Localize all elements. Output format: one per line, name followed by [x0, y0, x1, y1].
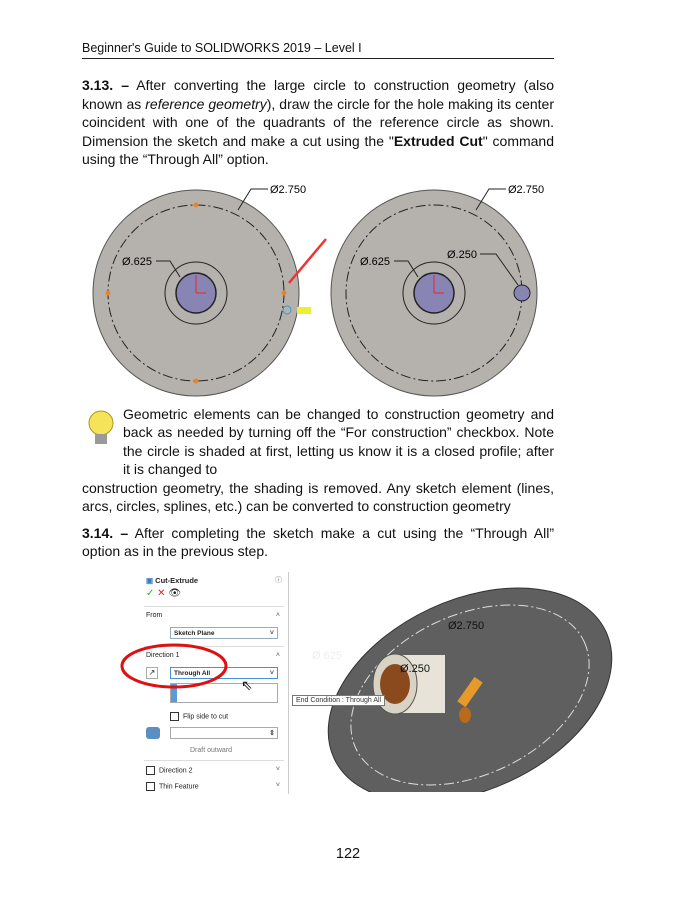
from-select[interactable] — [170, 627, 278, 639]
dimension-outer: Ø2.750 — [448, 619, 485, 632]
thin-feature-checkbox[interactable] — [146, 782, 199, 791]
chevron-up-icon[interactable]: ˄ — [275, 611, 280, 619]
thin-feature-label: Thin Feature — [159, 782, 199, 790]
panel-title — [146, 576, 198, 585]
step-3-14-paragraph — [82, 524, 554, 561]
tip-paragraph — [82, 405, 554, 516]
step-number: 3.13. – — [82, 77, 129, 93]
text: After completing the sketch make a cut using the “Through All” option as in the previous step. — [82, 524, 554, 559]
draft-icon[interactable] — [146, 727, 160, 739]
panel-title-text: Cut-Extrude — [155, 575, 199, 585]
dimension-hole: Ø.250 — [447, 248, 477, 261]
direction1-section-label[interactable]: Direction 1 — [146, 651, 180, 659]
preview-eye-icon[interactable]: 👁 — [168, 587, 182, 599]
flip-side-label: Flip side to cut — [183, 712, 229, 720]
flip-side-checkbox[interactable] — [170, 712, 228, 721]
from-section-label[interactable]: From — [146, 611, 163, 619]
from-value: Sketch Plane — [174, 629, 215, 637]
figure-sketch — [0, 169, 696, 399]
dimension-inner: Ø.625 — [360, 255, 390, 268]
direction2-label: Direction 2 — [159, 766, 193, 774]
chevron-down-icon[interactable]: ˅ — [275, 781, 280, 789]
dimension-inner: Ø.625 — [122, 255, 152, 268]
dimension-outer: Ø2.750 — [270, 183, 307, 196]
figure-cut-extrude-container — [0, 567, 696, 792]
emphasis: reference geometry — [145, 95, 267, 112]
direction2-checkbox[interactable] — [146, 766, 192, 775]
left-sketch — [93, 184, 326, 396]
end-condition-value: Through All — [174, 669, 211, 677]
red-highlight-ellipse — [118, 642, 233, 692]
cut-extrude-icon: ▣ — [146, 575, 156, 585]
lightbulb-icon — [86, 409, 116, 449]
text: " command using the “Through All” option. — [82, 132, 555, 167]
chevron-up-icon[interactable]: ˄ — [275, 651, 280, 659]
mouse-cursor: ⇖ — [241, 676, 253, 693]
step-number: 3.14. – — [82, 524, 129, 541]
dimension-outer: Ø2.750 — [508, 183, 545, 196]
chevron-down-icon: ˅ — [269, 629, 274, 637]
help-icon[interactable]: ⓘ — [275, 576, 282, 584]
tip-text: Geometric elements can be changed to construction geometry and back as needed by turning off the “For construction” checkbox. Note the circle is shaded at first, letting us know it is a closed profile; after it is changed to — [123, 405, 554, 477]
cancel-x-icon[interactable]: ✕ — [157, 587, 166, 599]
right-sketch — [331, 184, 544, 396]
text: ), draw the circle for the hole making its center coincident with one of the quadrants of the reference circle as shown. Dimension the sketch and make a cut using the " — [82, 95, 554, 149]
draft-outward-label: Draft outward — [190, 746, 233, 754]
spinner-icon[interactable]: ⇕ — [269, 729, 275, 737]
tip-text: construction geometry, the shading is removed. Any sketch element (lines, arcs, circles, splines, etc.) can be converted to construction geometry — [82, 479, 554, 514]
ok-check-icon[interactable]: ✓ — [146, 587, 155, 599]
dimension-hole: Ø.250 — [400, 662, 430, 675]
page-content — [82, 76, 554, 792]
page-number: 122 — [335, 846, 361, 862]
running-header: Beginner's Guide to SOLIDWORKS 2019 – Level I — [82, 41, 554, 59]
dimension-inner: Ø.625 — [312, 649, 342, 662]
figure-sketch-container — [0, 169, 696, 399]
draft-angle-input[interactable] — [170, 727, 278, 739]
command-name: Extruded Cut — [393, 132, 483, 149]
chevron-down-icon: ˅ — [269, 669, 274, 677]
reverse-direction-button[interactable]: ↗ — [146, 667, 158, 679]
chevron-down-icon[interactable]: ˅ — [275, 765, 280, 773]
3d-model-view — [0, 567, 696, 792]
red-arrow — [289, 239, 326, 283]
text: After converting the large circle to construction geometry (also known as — [82, 77, 554, 112]
tooltip: End Condition : Through All — [292, 695, 385, 706]
step-3-13-paragraph — [82, 76, 554, 169]
